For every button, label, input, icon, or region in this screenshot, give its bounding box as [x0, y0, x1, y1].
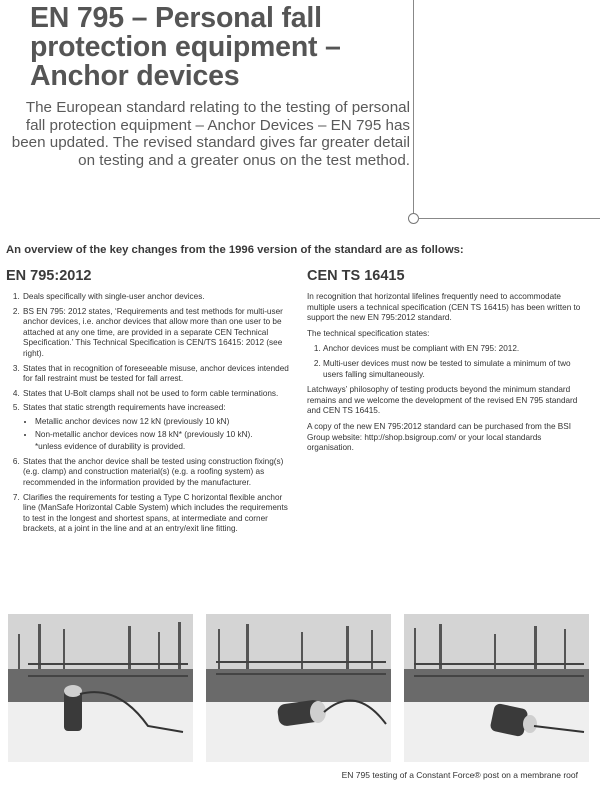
- right-paragraph: Latchways’ philosophy of testing products beyond the minimum standard remains and we welcome the development of the revised EN 795 standard and CEN TS 16415.: [307, 385, 578, 416]
- bullet-item: • Non-metallic anchor devices now 18 kN* (previously 10 kN).: [35, 430, 296, 441]
- changes-list: [6, 292, 296, 535]
- list-item: 6. States that the anchor device shall be tested using construction fixing(s) (e.g. clamp) and construction material(s) (e.g. a roofing system) as recommended in the information provided by the manufacturer.: [22, 457, 296, 489]
- bullet-note: *unless evidence of durability is provided.: [35, 442, 186, 452]
- overview-heading: An overview of the key changes from the 1996 version of the standard are as follows:: [6, 244, 464, 256]
- decorative-rule-horizontal: [418, 218, 600, 219]
- list-item: 4. States that U-Bolt clamps shall not be used to form cable terminations.: [22, 389, 296, 400]
- decorative-rule: [413, 0, 414, 214]
- list-item: 7. Clarifies the requirements for testing a Type C horizontal flexible anchor line (ManSafe Horizontal Cable System) which includes the requirements to test in the longest and shortest spans, at intermediate and corner brackets, at a joint in the line and at an entry/exit line fitting.: [22, 493, 296, 535]
- right-paragraph: In recognition that horizontal lifelines frequently need to accommodate multiple users a technical specification (CEN TS 16415) has been written to support the new EN 795:2012 standard.: [307, 292, 581, 323]
- list-item: 2. BS EN 795: 2012 states, ‘Requirements and test methods for multi-user anchor devices, i.e. anchor devices that allow more than one user to be attached at any one time, are provided in a separate CEN Technical Specification.’ This Technical Specification is CEN/TS 16415: 2012 (see right).: [22, 307, 296, 360]
- list-item: 1. Deals specifically with single-user anchor devices.: [22, 292, 296, 303]
- right-paragraph: A copy of the new EN 795:2012 standard can be purchased from the BSI Group website: http://shop.bsigroup.com/ or your local standards organisation.: [307, 421, 571, 453]
- page-title: EN 795 – Personal fall protection equipment – Anchor devices: [30, 2, 341, 92]
- list-item: 1. Anchor devices must be compliant with EN 795: 2012.: [323, 344, 590, 355]
- test-photo-2: [206, 614, 391, 762]
- spec-list: [307, 344, 590, 380]
- list-item-text: States that static strength requirements have increased:: [23, 403, 226, 413]
- left-column: [6, 292, 296, 539]
- test-photo-1: [8, 614, 193, 762]
- list-item: [22, 403, 296, 452]
- test-photo-scene: [206, 614, 391, 762]
- left-column-heading: EN 795:2012: [6, 268, 92, 284]
- right-column: [307, 292, 590, 459]
- bullet-item: • Metallic anchor devices now 12 kN (previously 10 kN): [35, 417, 296, 428]
- test-photo-scene: [8, 614, 193, 762]
- right-paragraph: The technical specification states:: [307, 328, 430, 338]
- test-photo-scene: [404, 614, 589, 762]
- strength-bullets: [23, 417, 296, 440]
- list-item: 2. Multi-user devices must now be tested to simulate a minimum of two users falling simultaneously.: [323, 359, 590, 380]
- intro-paragraph: The European standard relating to the testing of personal fall protection equipment – Anchor Devices – EN 795 has been updated. The revised standard gives far greater detail on testing and a greater onus on the test method.: [11, 99, 410, 169]
- right-column-heading: CEN TS 16415: [307, 268, 405, 284]
- photo-caption: EN 795 testing of a Constant Force® post on a membrane roof: [341, 770, 578, 780]
- test-photo-3: [404, 614, 589, 762]
- list-item: 3. States that in recognition of foreseeable misuse, anchor devices intended for fall restraint must be tested for fall arrest.: [22, 364, 296, 385]
